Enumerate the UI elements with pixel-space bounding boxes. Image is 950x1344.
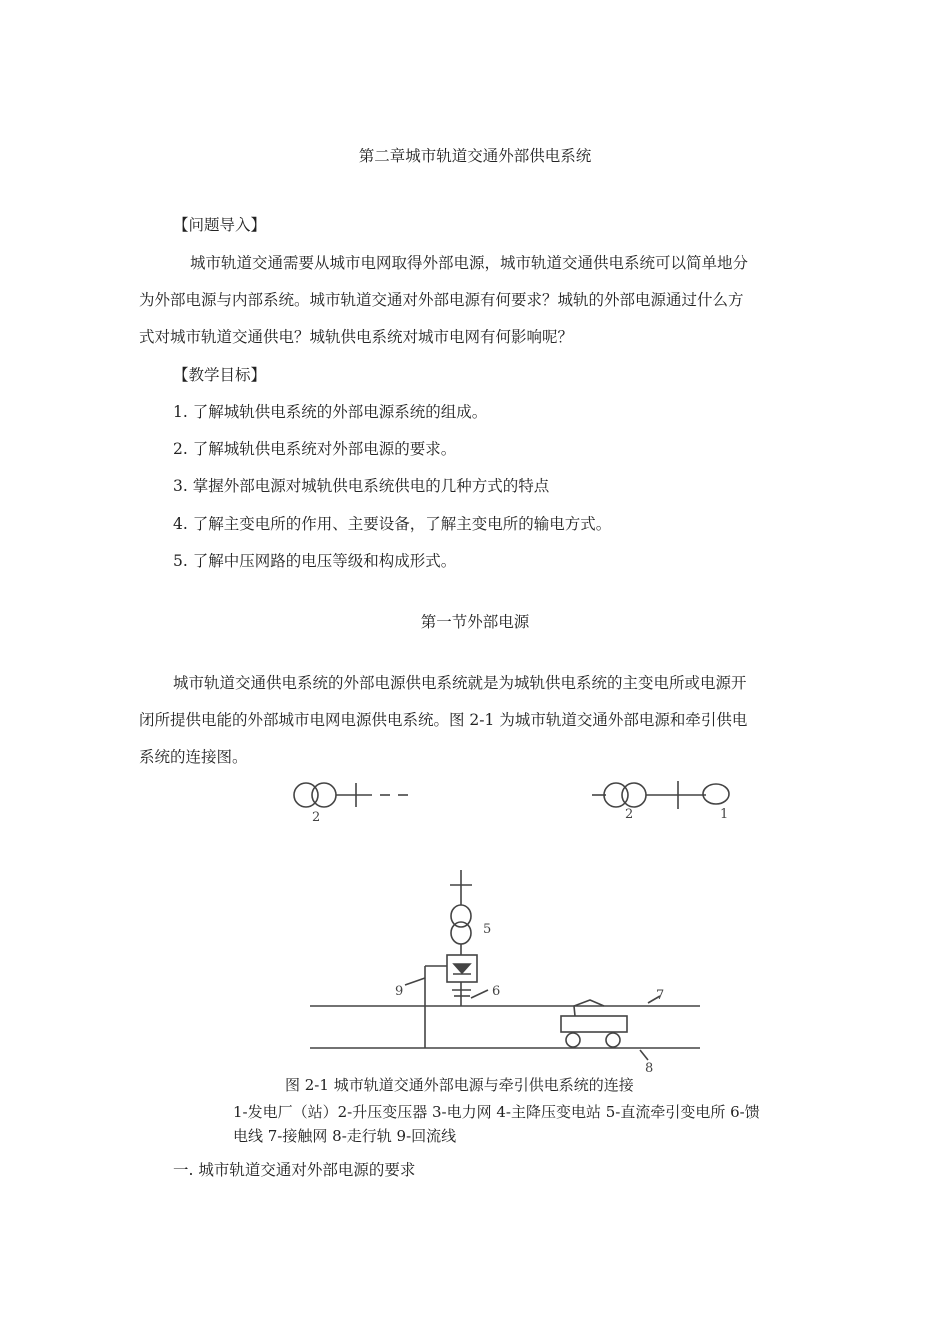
pantograph-icon — [574, 1000, 604, 1016]
intro-heading: 【问题导入】 — [173, 216, 267, 234]
transformer-coil-icon — [622, 783, 646, 807]
label-6: 6 — [492, 984, 501, 999]
intro-line: 为外部电源与内部系统。城市轨道交通对外部电源有何要求？城轨的外部电源通过什么方 — [139, 291, 744, 309]
label-8: 8 — [645, 1061, 654, 1076]
label-1: 1 — [720, 807, 729, 822]
figure-caption: 图 2-1 城市轨道交通外部电源与牵引供电系统的连接 — [285, 1076, 634, 1094]
goal-item: 5. 了解中压网路的电压等级和构成形式。 — [173, 552, 457, 570]
goals-heading: 【教学目标】 — [173, 366, 267, 384]
goal-item: 3. 掌握外部电源对城轨供电系统供电的几种方式的特点 — [173, 477, 550, 495]
figure-legend-line: 1-发电厂（站）2-升压变压器 3-电力网 4-主降压变电站 5-直流牵引变电所 6-馈 — [233, 1103, 760, 1121]
label-7: 7 — [656, 988, 665, 1003]
section-line: 系统的连接图。 — [139, 748, 248, 766]
intro-line: 城市轨道交通需要从城市电网取得外部电源，城市轨道交通供电系统可以简单地分 — [190, 254, 749, 272]
wheel-icon — [606, 1033, 620, 1047]
label-2-left: 2 — [312, 810, 321, 825]
train-icon — [561, 1016, 627, 1032]
transformer-coil-icon — [312, 783, 336, 807]
generator-icon — [703, 784, 729, 804]
chapter-title: 第二章城市轨道交通外部供电系统 — [358, 147, 592, 165]
label-9: 9 — [395, 984, 404, 999]
goal-item: 4. 了解主变电所的作用、主要设备，了解主变电所的输电方式。 — [173, 515, 612, 533]
intro-line: 式对城市轨道交通供电？城轨供电系统对城市电网有何影响呢？ — [139, 328, 574, 346]
label-2-right: 2 — [625, 807, 634, 822]
goal-item: 2. 了解城轨供电系统对外部电源的要求。 — [173, 440, 457, 458]
goal-item: 1. 了解城轨供电系统的外部电源系统的组成。 — [173, 403, 488, 421]
diode-icon — [454, 964, 470, 973]
section-line: 城市轨道交通供电系统的外部电源供电系统就是为城轨供电系统的主变电所或电源开 — [173, 674, 747, 692]
subsection-title: 一. 城市轨道交通对外部电源的要求 — [173, 1161, 416, 1179]
traction-transformer-icon — [451, 905, 471, 927]
section-title: 第一节外部电源 — [420, 613, 530, 631]
label-5: 5 — [483, 922, 492, 937]
figure-legend-line: 电线 7-接触网 8-走行轨 9-回流线 — [233, 1127, 457, 1145]
traction-transformer-icon — [451, 922, 471, 944]
wheel-icon — [566, 1033, 580, 1047]
section-line: 闭所提供电能的外部城市电网电源供电系统。图 2-1 为城市轨道交通外部电源和牵引供电 — [139, 711, 748, 729]
